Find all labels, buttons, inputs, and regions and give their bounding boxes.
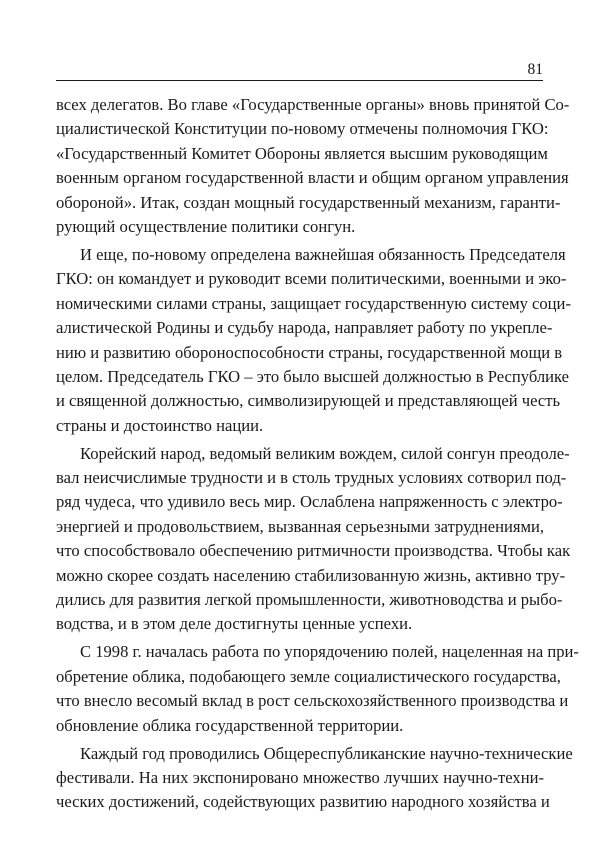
text-line: рующий осуществление политики сонгун. xyxy=(56,216,356,236)
text-line: водства, и в этом деле достигнуты ценные успехи. xyxy=(56,614,413,634)
text-line: обороной». Итак, создан мощный государственный механизм, гаранти- xyxy=(56,192,561,212)
text-line: «Государственный Комитет Обороны является высшим руководящим xyxy=(56,143,548,163)
text-line: номическими силами страны, защищает государственную систему соци- xyxy=(56,293,571,313)
text-line: что внесло весомый вклад в рост сельскохозяйственного производства и xyxy=(56,691,569,711)
text-line: военным органом государственной власти и общим органом управления xyxy=(56,168,569,188)
paragraph xyxy=(56,243,571,438)
paragraph xyxy=(56,640,579,738)
text-line: нию и развитию обороноспособности страны, государственной мощи в xyxy=(56,342,563,362)
text-line: алистической Родины и судьбу народа, направляет работу по укрепле- xyxy=(56,318,553,338)
paragraph xyxy=(56,93,570,239)
text-line: всех делегатов. Во главе «Государственные органы» вновь принятой Со- xyxy=(56,95,570,114)
text-line: циалистической Конституции по-новому отмечены полномочия ГКО: xyxy=(56,119,549,139)
text-line: можно скорее создать населению стабилизованную жизнь, активно тру- xyxy=(56,565,566,585)
text-line: ряд чудеса, что удивило весь мир. Ослаблена напряженность с электро- xyxy=(56,492,563,512)
text-line: вал неисчислимые трудности и в столь трудных условиях сотворил под- xyxy=(56,468,567,488)
text-line: страны и достоинство нации. xyxy=(56,415,264,435)
text-line: ГКО: он командует и руководит всеми политическими, военными и эко- xyxy=(56,269,567,289)
page-number: 81 xyxy=(527,61,543,78)
text-line: Каждый год проводились Общереспубликанские научно-технические xyxy=(80,743,573,763)
paragraph xyxy=(56,442,571,637)
text-line: целом. Председатель ГКО – это было высшей должностью в Республике xyxy=(56,366,570,386)
text-line: Корейский народ, ведомый великим вождем, силой сонгун преодоле- xyxy=(80,443,570,463)
text-line: И еще, по-новому определена важнейшая обязанность Председателя xyxy=(80,244,566,264)
text-line: что способствовало обеспечению ритмичности производства. Чтобы как xyxy=(56,541,571,561)
header-rule xyxy=(56,80,543,81)
text-line: ческих достижений, содействующих развитию народного хозяйства и xyxy=(56,792,550,812)
text-line: энергией и продовольствием, вызванная серьезными затруднениями, xyxy=(56,516,544,536)
body-text xyxy=(56,93,579,815)
paragraph xyxy=(56,742,573,815)
text-line: обновление облика государственной территории. xyxy=(56,715,404,735)
text-line: дились для развития легкой промышленности, животноводства и рыбо- xyxy=(56,590,563,609)
text-line: фестивали. На них экспонировано множество лучших научно-техни- xyxy=(56,767,544,787)
text-line: и священной должностью, символизирующей и представляющей честь xyxy=(56,391,561,411)
text-line: С 1998 г. началась работа по упорядочению полей, нацеленная на при- xyxy=(80,642,579,662)
text-line: обретение облика, подобающего земле социалистического государства, xyxy=(56,666,561,686)
